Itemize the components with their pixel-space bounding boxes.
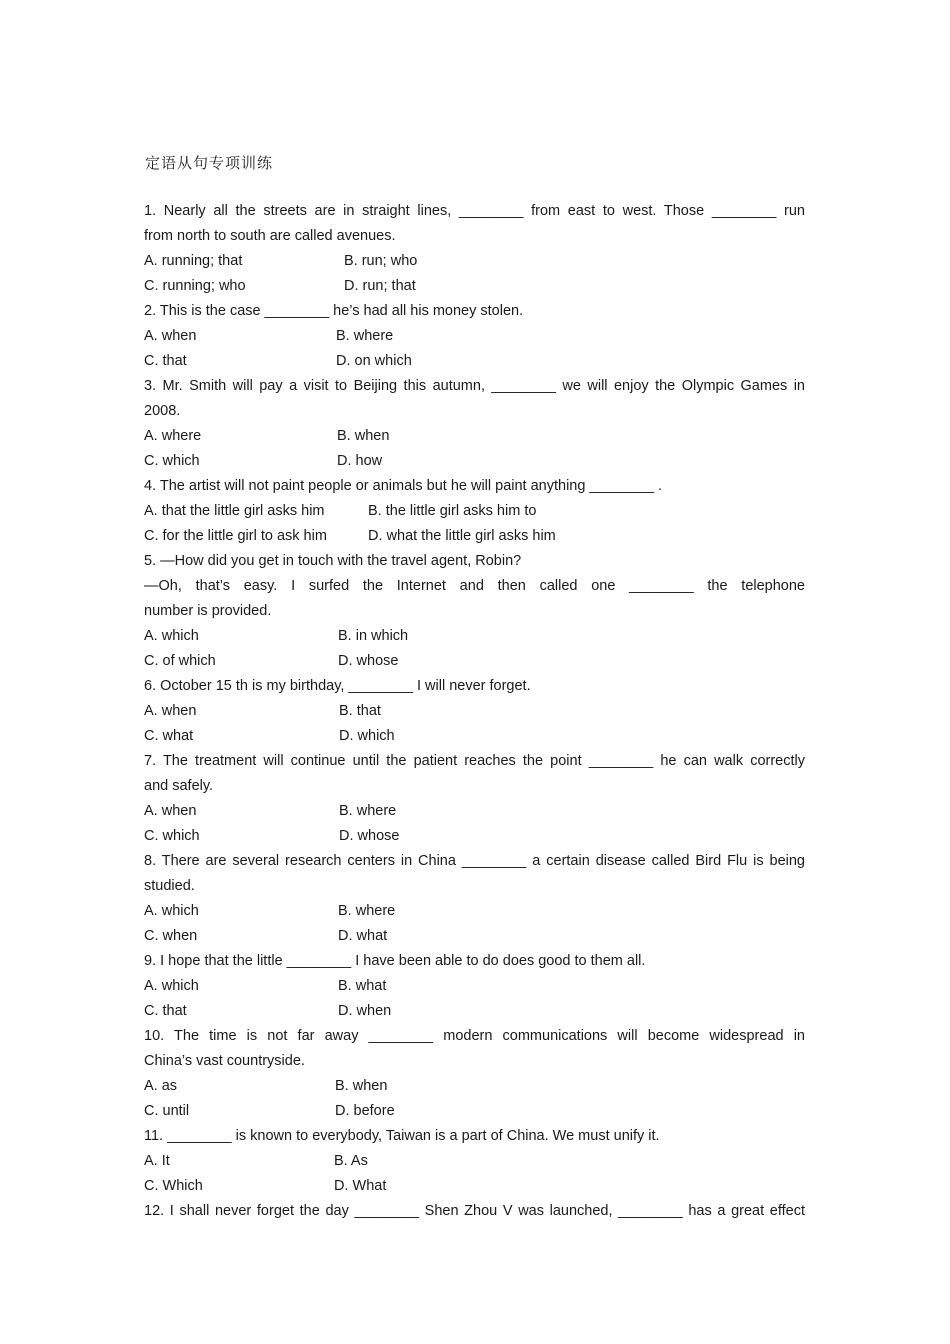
option-row [144, 499, 805, 524]
question-5 [144, 549, 805, 674]
answer-option[interactable]: D. when [338, 1003, 392, 1019]
option-row [144, 1099, 805, 1124]
answer-option[interactable]: B. in which [338, 628, 409, 644]
answer-option[interactable]: B. what [338, 978, 387, 994]
question-stem-line: 11. ________ is known to everybody, Taiwan is a part of China. We must unify it. [144, 1128, 660, 1144]
answer-option[interactable]: A. It [144, 1153, 170, 1169]
question-1 [144, 199, 805, 299]
answer-option[interactable]: A. that the little girl asks him [144, 503, 325, 519]
answer-option[interactable]: B. when [335, 1078, 388, 1094]
question-stem-line: 7. The treatment will continue until the patient reaches the point ________ he can walk correctly [144, 753, 805, 769]
question-8 [144, 849, 805, 949]
answer-option[interactable]: D. before [335, 1103, 395, 1119]
question-stem-line: 5. —How did you get in touch with the travel agent, Robin? [144, 553, 522, 569]
question-11 [144, 1124, 805, 1199]
option-row [144, 349, 805, 374]
answer-option[interactable]: C. which [144, 453, 200, 469]
question-2 [144, 299, 805, 374]
answer-option[interactable]: A. where [144, 428, 202, 444]
question-stem-line: 12. I shall never forget the day ________ Shen Zhou V was launched, ________ has a great effect [144, 1203, 805, 1219]
question-stem-line: 6. October 15 th is my birthday, ________ I will never forget. [144, 678, 531, 694]
answer-option[interactable]: A. running; that [144, 253, 243, 269]
answer-option[interactable]: B. where [339, 803, 397, 819]
option-row [144, 424, 805, 449]
document-title: 定语从句专项训练 [145, 154, 274, 172]
question-stem-line: 4. The artist will not paint people or animals but he will paint anything ________ . [144, 478, 663, 494]
option-row [144, 899, 805, 924]
answer-option[interactable]: A. when [144, 703, 197, 719]
option-row [144, 1074, 805, 1099]
question-4 [144, 474, 805, 549]
option-row [144, 999, 805, 1024]
answer-option[interactable]: D. which [339, 728, 395, 744]
answer-option[interactable]: A. as [144, 1078, 178, 1094]
question-stem-line: China’s vast countryside. [144, 1053, 305, 1069]
answer-option[interactable]: D. how [337, 453, 383, 469]
question-stem-line: 8. There are several research centers in China ________ a certain disease called Bird Flu is being [144, 853, 805, 869]
option-row [144, 974, 805, 999]
option-row [144, 799, 805, 824]
question-10 [144, 1024, 805, 1124]
option-row [144, 624, 805, 649]
answer-option[interactable]: C. that [144, 353, 187, 369]
answer-option[interactable]: C. when [144, 928, 198, 944]
option-row [144, 1149, 805, 1174]
answer-option[interactable]: D. What [334, 1178, 387, 1194]
answer-option[interactable]: A. which [144, 978, 199, 994]
question-3 [144, 374, 805, 474]
answer-option[interactable]: B. that [339, 703, 381, 719]
question-stem-line: number is provided. [144, 603, 272, 619]
answer-option[interactable]: B. where [338, 903, 396, 919]
answer-option[interactable]: C. for the little girl to ask him [144, 528, 327, 544]
question-stem-line: and safely. [144, 778, 214, 794]
answer-option[interactable]: C. of which [144, 653, 216, 669]
option-row [144, 724, 805, 749]
question-stem-line: 2008. [144, 403, 181, 419]
answer-option[interactable]: B. when [337, 428, 390, 444]
option-row [144, 249, 805, 274]
answer-option[interactable]: B. the little girl asks him to [368, 503, 537, 519]
answer-option[interactable]: A. which [144, 903, 199, 919]
option-row [144, 824, 805, 849]
answer-option[interactable]: C. Which [144, 1178, 203, 1194]
question-stem-line: 10. The time is not far away ________ modern communications will become widespread in [144, 1028, 805, 1044]
question-stem-line: 3. Mr. Smith will pay a visit to Beijing this autumn, ________ we will enjoy the Olympic Games in [144, 378, 805, 394]
option-row [144, 274, 805, 299]
answer-option[interactable]: D. what [338, 928, 388, 944]
option-row [144, 649, 805, 674]
answer-option[interactable]: C. running; who [144, 278, 246, 294]
question-stem-line: 9. I hope that the little ________ I have been able to do does good to them all. [144, 953, 646, 969]
answer-option[interactable]: B. As [334, 1153, 368, 1169]
answer-option[interactable]: B. where [336, 328, 394, 344]
option-row [144, 1174, 805, 1199]
answer-option[interactable]: A. which [144, 628, 199, 644]
answer-option[interactable]: A. when [144, 328, 197, 344]
question-7 [144, 749, 805, 849]
option-row [144, 699, 805, 724]
answer-option[interactable]: C. what [144, 728, 194, 744]
answer-option[interactable]: D. whose [339, 828, 400, 844]
question-list [144, 199, 805, 1224]
answer-option[interactable]: C. which [144, 828, 200, 844]
answer-option[interactable]: A. when [144, 803, 197, 819]
question-12 [144, 1199, 805, 1224]
option-row [144, 924, 805, 949]
answer-option[interactable]: D. whose [338, 653, 399, 669]
question-stem-line: from north to south are called avenues. [144, 228, 396, 244]
answer-option[interactable]: C. until [144, 1103, 190, 1119]
question-9 [144, 949, 805, 1024]
option-row [144, 449, 805, 474]
answer-option[interactable]: B. run; who [344, 253, 418, 269]
answer-option[interactable]: D. what the little girl asks him [368, 528, 556, 544]
answer-option[interactable]: D. on which [336, 353, 412, 369]
answer-option[interactable]: C. that [144, 1003, 187, 1019]
answer-option[interactable]: D. run; that [344, 278, 416, 294]
question-stem-line: —Oh, that’s easy. I surfed the Internet and then called one ________ the telephone [144, 578, 805, 594]
question-stem-line: studied. [144, 878, 195, 894]
question-stem-line: 2. This is the case ________ he’s had all his money stolen. [144, 303, 524, 319]
option-row [144, 324, 805, 349]
question-6 [144, 674, 805, 749]
question-stem-line: 1. Nearly all the streets are in straight lines, ________ from east to west. Those ________ run [144, 203, 805, 219]
option-row [144, 524, 805, 549]
